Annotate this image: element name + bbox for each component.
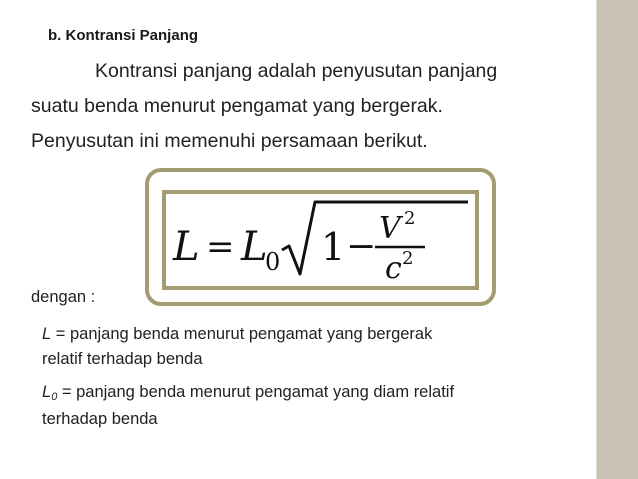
formula-image bbox=[162, 190, 479, 290]
definition-l-line-1 bbox=[42, 325, 432, 344]
formula-numerator-power: 2 bbox=[404, 208, 416, 229]
formula-lhs: L bbox=[173, 224, 200, 270]
definition-l0-line-1 bbox=[42, 383, 454, 403]
formula-denominator-power: 2 bbox=[402, 248, 414, 269]
paragraph-line-3: Penyusutan ini memenuhi persamaan berikut. bbox=[31, 130, 428, 152]
definition-l-text: = panjang benda menurut pengamat yang bergerak bbox=[51, 325, 433, 343]
definition-l-line-2: relatif terhadap benda bbox=[42, 350, 203, 368]
formula-one: 1 bbox=[321, 225, 346, 269]
slide-side-strip bbox=[596, 0, 638, 479]
paragraph-line-2: suatu benda menurut pengamat yang bergerak. bbox=[31, 95, 443, 117]
formula-base-subscript: 0 bbox=[265, 248, 281, 276]
length-contraction-formula bbox=[166, 194, 475, 286]
symbol-l: L bbox=[42, 325, 52, 343]
legend-intro: dengan : bbox=[31, 288, 96, 306]
definition-l0-line-2: terhadap benda bbox=[42, 410, 158, 428]
symbol-l0-subscript: 0 bbox=[51, 391, 58, 403]
section-heading: b. Kontransi Panjang bbox=[48, 27, 199, 44]
paragraph-line-1: Kontransi panjang adalah penyusutan panjang bbox=[95, 60, 498, 82]
formula-minus: − bbox=[346, 226, 377, 267]
formula-equals: = bbox=[206, 227, 235, 267]
formula-frame bbox=[145, 168, 496, 306]
definition-l0-text: = panjang benda menurut pengamat yang diam relatif bbox=[57, 383, 455, 401]
symbol-l0: L bbox=[42, 383, 52, 401]
formula-numerator: V bbox=[379, 211, 401, 246]
formula-denominator: c bbox=[385, 251, 402, 286]
formula-base-symbol: L bbox=[241, 224, 268, 270]
